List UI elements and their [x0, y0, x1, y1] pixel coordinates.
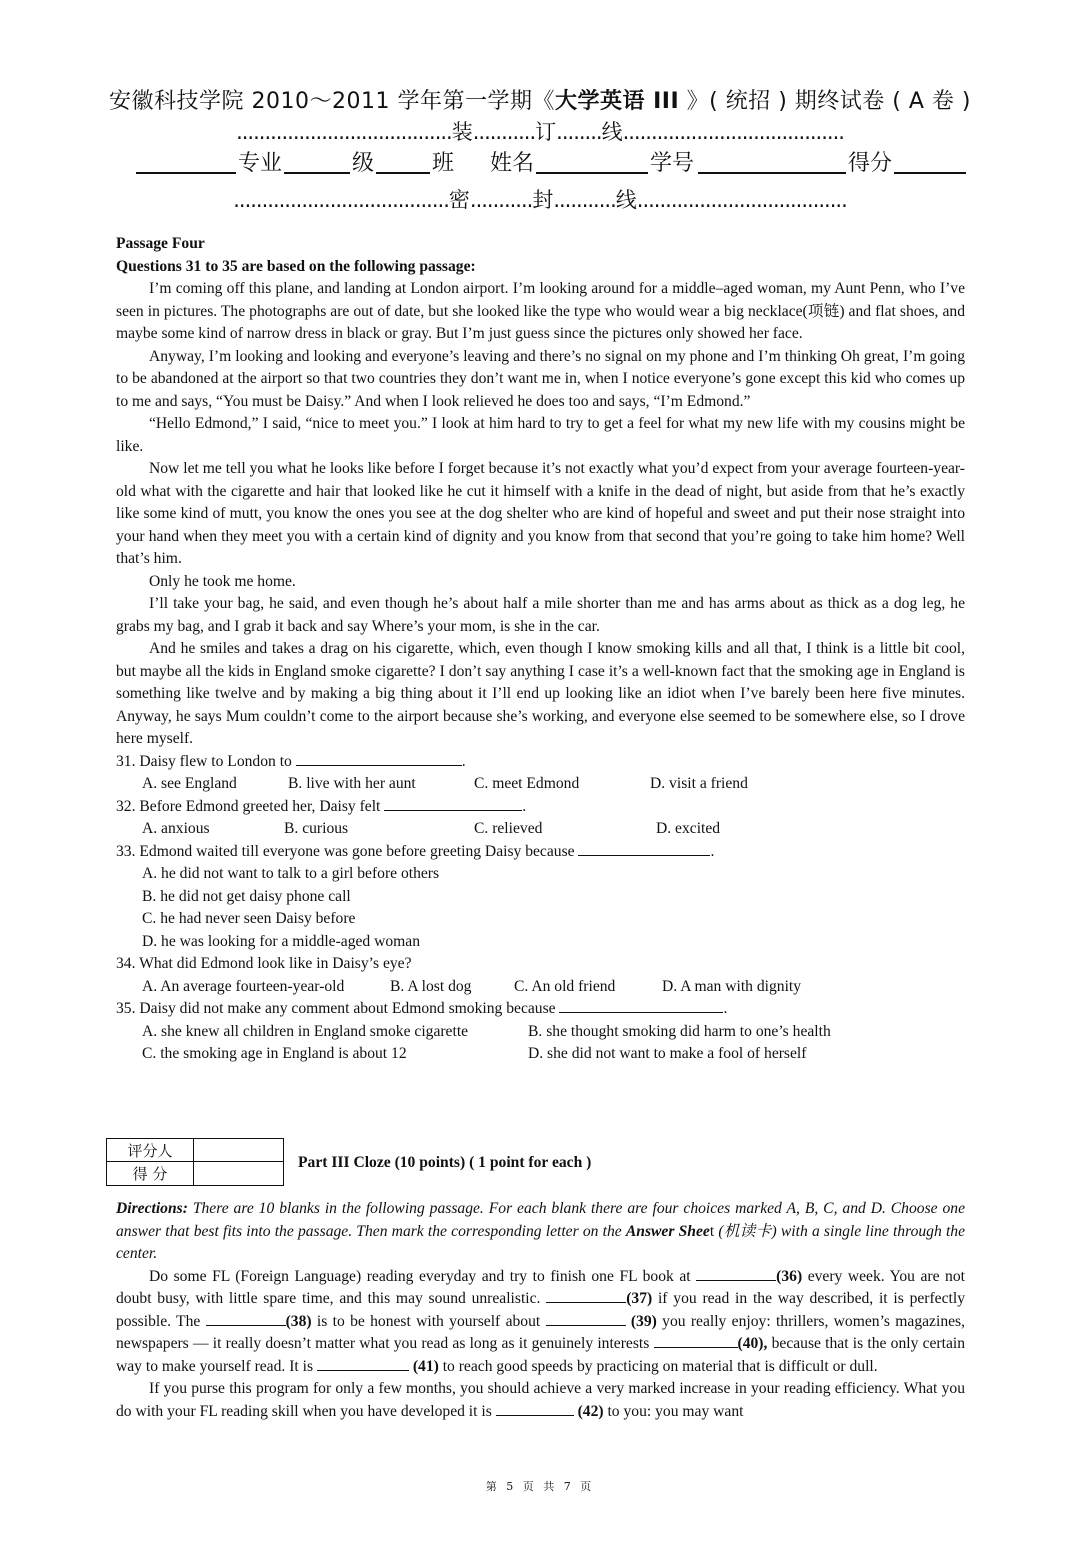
option-d[interactable]: D. A man with dignity — [662, 977, 802, 995]
cloze-text: is to be honest with yourself about — [311, 1312, 546, 1330]
feng-char: 封 — [532, 188, 554, 212]
score-row — [107, 1162, 283, 1185]
options-35-row1 — [116, 1021, 965, 1044]
grade-field[interactable] — [284, 172, 350, 174]
cloze-text: to reach good speeds by practicing on material that is difficult or dull. — [438, 1357, 878, 1375]
blank-number: (36) — [776, 1267, 803, 1285]
score-cell-label: 得 分 — [132, 1165, 168, 1183]
blank-37[interactable] — [546, 1288, 626, 1303]
directions-label: Directions: — [116, 1200, 188, 1217]
name-field[interactable] — [536, 172, 648, 174]
question-34: 34. What did Edmond look like in Daisy’s eye? — [116, 955, 412, 972]
cloze-directions — [116, 1198, 965, 1266]
question-33: 33. Edmond waited till everyone was gone before greeting Daisy because . — [116, 842, 715, 860]
blank-38[interactable] — [206, 1311, 286, 1326]
cloze-paragraph — [116, 1378, 965, 1423]
dots: ........... — [472, 120, 536, 144]
blank-number: (37) — [626, 1290, 653, 1307]
passage-paragraph: I’m coming off this plane, and landing at London airport. I’m looking around for a middle–aged woman, my Aunt Penn, who I’ve seen in pictures. The photographs are out of date, but she looked like the type who would wear a big necklace(项链) and flat shoes, and maybe some kind of narrow dress in black or gray. But I’m just guess since the pictures only showed her face. — [116, 280, 965, 342]
answer-blank[interactable] — [559, 998, 723, 1013]
ding-char: 订 — [535, 120, 557, 144]
binding-line-bottom — [0, 184, 1080, 214]
option-d[interactable]: D. excited — [656, 820, 721, 837]
page-footer: 第 5 页 共 7 页 — [485, 1480, 595, 1493]
passage-paragraph: I’ll take your bag, he said, and even though he’s about half a mile shorter than me and has arms about as thick as a dog leg, he grabs my bag, and I grab it back and say Where’s your mom, is she in the car. — [116, 595, 965, 635]
option-a[interactable]: A. she knew all children in England smoke cigarette — [142, 1022, 469, 1040]
option-d[interactable]: D. she did not want to make a fool of herself — [528, 1045, 807, 1062]
passage-four — [116, 233, 965, 1066]
blank-number: (39) — [630, 1312, 657, 1330]
question-31: 31. Daisy flew to London to . — [116, 752, 466, 770]
title-course: 大学英语 III — [554, 89, 680, 114]
dots: ........... — [469, 188, 533, 212]
cloze-text: you really enjoy: thrillers, women’s magazines, newspapers — it really doesn’t matter what you read as long as it genuinely interests — [116, 1312, 966, 1352]
blank-number: (40), — [737, 1335, 768, 1352]
major-field[interactable] — [136, 172, 236, 174]
xian-char: 线 — [615, 188, 637, 212]
blank-number: (42) — [577, 1402, 604, 1420]
option-c[interactable]: C. An old friend — [514, 977, 616, 995]
option-d[interactable]: D. visit a friend — [650, 775, 748, 792]
score-table — [106, 1138, 284, 1186]
dots: ........... — [553, 188, 616, 212]
option-b[interactable]: B. live with her aunt — [288, 775, 416, 792]
reviewer-label: 评分人 — [127, 1142, 173, 1160]
option-b[interactable]: B. curious — [284, 820, 349, 837]
passage-paragraph: Only he took me home. — [149, 572, 296, 590]
score-label: 得分 — [848, 151, 893, 176]
cloze-text: if you read in the way described, it is perfectly possible. The — [116, 1290, 965, 1330]
class-field[interactable] — [376, 172, 430, 174]
title-prefix: 安徽科技学院 2010～2011 学年第一学期《 — [108, 89, 555, 114]
passage-paragraph: “Hello Edmond,” I said, “nice to meet you.” I look at him hard to try to get a feel for what my new life with my cousins might be like. — [116, 415, 965, 455]
passage-title: Passage Four — [116, 235, 205, 252]
directions-tail: (机读卡) with a single line through the center. — [116, 1222, 966, 1262]
answer-blank[interactable] — [578, 841, 710, 856]
option-d[interactable]: D. he was looking for a middle-aged woman — [142, 932, 421, 950]
student-id-label: 学号 — [650, 151, 695, 176]
option-c[interactable]: C. relieved — [474, 820, 543, 837]
score-field[interactable] — [894, 172, 966, 174]
question-35: 35. Daisy did not make any comment about Edmond smoking because . — [116, 1000, 728, 1017]
cloze-paragraph — [116, 1266, 965, 1379]
option-c[interactable]: C. the smoking age in England is about 12 — [142, 1045, 407, 1062]
options-34 — [116, 976, 965, 999]
grade-label: 级 — [352, 151, 375, 176]
cloze-text: because that is the only certain way to make yourself read. It is — [116, 1335, 966, 1375]
cloze-text: every week. You are not doubt busy, with little spare time, and this may sound unrealistic. — [116, 1267, 965, 1307]
option-a[interactable]: A. anxious — [142, 820, 210, 837]
option-c[interactable]: C. he had never seen Daisy before — [142, 910, 356, 927]
class-label: 班 — [432, 151, 455, 176]
blank-40[interactable] — [654, 1333, 738, 1348]
options-35-row2 — [116, 1043, 965, 1066]
question-stem: 31. Daisy flew to London to — [116, 752, 292, 770]
answer-blank[interactable] — [296, 751, 462, 766]
question-32: 32. Before Edmond greeted her, Daisy felt . — [116, 797, 527, 815]
cloze-text: If you purse this program for only a few months, you should achieve a very marked increase in your reading efficiency. What you do with your FL reading skill when you have developed it is — [116, 1380, 965, 1420]
exam-title — [0, 84, 1080, 115]
passage-paragraph: Now let me tell you what he looks like before I forget because it’s not exactly what you’d expect from your average fourteen-year-old what with the cigarette and hair that looked like he cut it himself with a knife in the dead of night, but aside from that he’s exactly like some kind of mutt, you know the ones you see at the dog shelter who are kind of hopeful and sweet and put their nose straight into your hand when they meet you with a certain kind of dignity and you know from that second that you’re going to take him home? Well that’s him. — [116, 460, 965, 567]
options-32 — [116, 818, 965, 841]
major-label: 专业 — [238, 151, 283, 176]
question-stem: 32. Before Edmond greeted her, Daisy felt — [116, 797, 381, 815]
mi-char: 密 — [448, 188, 470, 212]
answer-sheet-tail: t — [709, 1222, 715, 1240]
name-label: 姓名 — [490, 151, 535, 176]
reviewer-row — [107, 1139, 283, 1162]
option-a[interactable]: A. he did not want to talk to a girl before others — [142, 865, 440, 882]
student-info-line — [136, 146, 966, 178]
question-stem: 35. Daisy did not make any comment about Edmond smoking because — [116, 1000, 556, 1017]
part3-title: Part III Cloze (10 points) ( 1 point for each ) — [298, 1154, 592, 1171]
passage-paragraph: Anyway, I’m looking and looking and everyone’s leaving and there’s no signal on my phone and I’m thinking Oh great, I’m going to be abandoned at the airport so that two countries they don’t want me in, when I notice everyone’s gone except this kid who comes up to me and says, “You must be Daisy.” And when I look relieved he does too and says, “I’m Edmond.” — [116, 347, 965, 410]
cloze-text: to you: you may want — [603, 1402, 744, 1420]
blank-36[interactable] — [696, 1266, 776, 1281]
binding-line-top — [0, 116, 1080, 146]
passage-instruction: Questions 31 to 35 are based on the following passage: — [116, 257, 476, 275]
question-stem: 33. Edmond waited till everyone was gone before greeting Daisy because — [116, 842, 575, 860]
option-c[interactable]: C. meet Edmond — [474, 775, 580, 792]
title-suffix: 》( 统招 ) 期终试卷 ( A 卷 ) — [679, 89, 971, 114]
passage-paragraph: And he smiles and takes a drag on his cigarette, which, even though I know smoking kills and all that, I think is a little bit cool, but maybe all the kids in England smoke cigarette? I don’t say anything I case it’s a well-known fact that the smoking age in England is something like twelve and by making a big thing about it I’ll end up looking like an idiot when I’ve barely been here five minutes. Anyway, he says Mum couldn’t come to the airport because she’s working, and everyone else seemed to be somewhere else, so I drove here myself. — [116, 640, 965, 747]
dots: ....................................... — [622, 120, 844, 144]
student-id-field[interactable] — [698, 172, 846, 174]
zhuang-char: 装 — [451, 120, 473, 144]
option-b[interactable]: B. A lost dog — [390, 977, 472, 995]
option-b[interactable]: B. she thought smoking did harm to one’s health — [528, 1022, 831, 1040]
option-a[interactable]: A. An average fourteen-year-old — [142, 977, 345, 995]
blank-39[interactable] — [546, 1311, 626, 1326]
blank-number: (38) — [285, 1312, 312, 1330]
blank-number: (41) — [412, 1357, 439, 1375]
option-a[interactable]: A. see England — [142, 775, 237, 792]
directions-text: There are 10 blanks in the following passage. For each blank there are four choices marked A, B, C, and D. Choose one answer that best fits into the passage. Then mark the corresponding letter on the — [116, 1200, 965, 1240]
cloze-text: Do some FL (Foreign Language) reading everyday and try to finish one FL book at — [149, 1267, 697, 1285]
blank-42[interactable] — [496, 1401, 574, 1416]
answer-sheet-label: Answer Shee — [625, 1222, 710, 1240]
answer-blank[interactable] — [384, 796, 522, 811]
dots: ...................................... — [233, 188, 449, 212]
blank-41[interactable] — [317, 1356, 409, 1371]
cloze-section — [116, 1198, 965, 1423]
xian-char: 线 — [601, 120, 623, 144]
options-31 — [116, 773, 965, 796]
dots: ........ — [556, 120, 602, 144]
dots: ...................................... — [236, 120, 452, 144]
dots: ..................................... — [636, 188, 847, 212]
option-b[interactable]: B. he did not get daisy phone call — [142, 887, 351, 905]
